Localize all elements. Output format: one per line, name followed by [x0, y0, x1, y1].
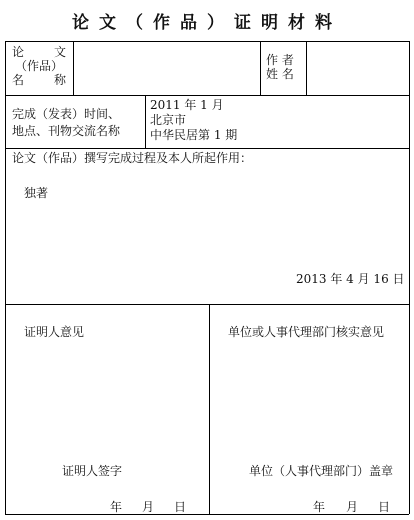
table-left-border [5, 41, 6, 514]
process-content: 独著 [24, 186, 49, 200]
witness-date-month: 月 [142, 500, 155, 514]
page-title: 论文（作品）证明材料 [72, 13, 342, 33]
witness-date-day: 日 [174, 500, 187, 514]
row-divider-2 [5, 148, 409, 149]
witness-opinion-label: 证明人意见 [24, 325, 85, 339]
unit-date-year: 年 [313, 500, 326, 514]
table-right-border [409, 41, 410, 514]
publish-info-value: 2011 年 1 月 北京市 中华民居第 1 期 [150, 98, 238, 142]
work-name-label: 论 文 （作品） 名 称 [12, 45, 66, 87]
opinion-divider [209, 304, 210, 514]
process-date: 2013 年 4 月 16 日 [296, 272, 405, 286]
author-left-divider [260, 41, 261, 95]
author-label-divider [306, 41, 307, 95]
row-divider-1 [5, 95, 409, 96]
author-name-label: 作 者 姓 名 [266, 53, 294, 81]
publish-info-label: 完成（发表）时间、 地点、刊物交流名称 [12, 107, 121, 138]
unit-date-month: 月 [346, 500, 359, 514]
witness-signature-label: 证明人签字 [62, 464, 123, 478]
witness-date-year: 年 [110, 500, 123, 514]
process-label: 论文（作品）撰写完成过程及本人所起作用： [12, 151, 253, 165]
unit-opinion-label: 单位或人事代理部门核实意见 [228, 325, 385, 339]
publish-label-divider [145, 95, 146, 148]
table-top-border [5, 41, 409, 42]
row-divider-3 [5, 304, 409, 305]
name-label-divider [73, 41, 74, 95]
unit-seal-label: 单位（人事代理部门）盖章 [249, 464, 394, 478]
unit-date-day: 日 [378, 500, 391, 514]
